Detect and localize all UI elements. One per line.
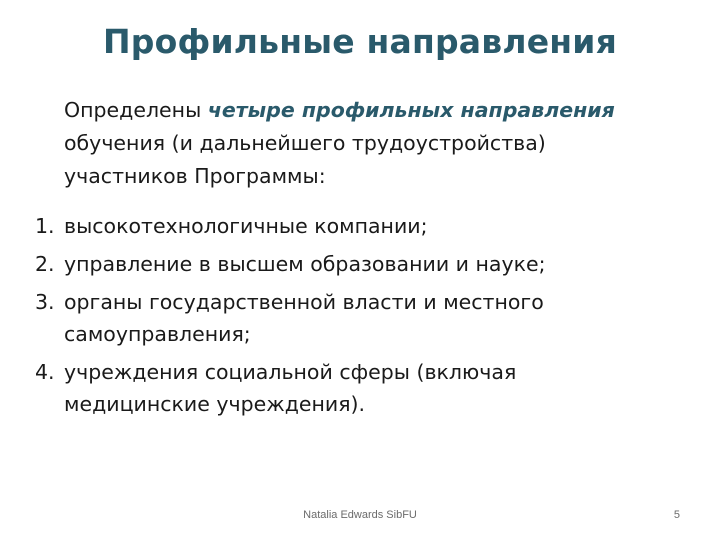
list-item-number: 2. — [35, 252, 55, 276]
directions-list — [0, 210, 720, 426]
slide-title: Профильные направления — [102, 22, 618, 61]
list-item-text: органы государственной власти и местного самоуправления; — [64, 290, 544, 346]
intro-text-after: обучения (и дальнейшего трудоустройства) участников Программы: — [64, 131, 546, 188]
list-item-number: 4. — [35, 360, 55, 384]
intro-text-before: Определены — [64, 98, 208, 122]
list-item-number: 3. — [35, 290, 55, 314]
list-item-text: учреждения социальной сферы (включая медицинские учреждения). — [64, 360, 517, 416]
list-item-text: высокотехнологичные компании; — [64, 214, 428, 238]
list-item — [0, 248, 720, 280]
intro-emphasis: четыре профильных направления — [207, 98, 615, 122]
list-item — [0, 356, 720, 420]
footer-credit: Natalia Edwards SibFU — [303, 509, 417, 521]
intro-paragraph — [64, 94, 664, 193]
list-item-number: 1. — [35, 214, 55, 238]
page-number: 5 — [673, 509, 680, 521]
list-item — [0, 210, 720, 242]
list-item-text: управление в высшем образовании и науке; — [64, 252, 546, 276]
list-item — [0, 286, 720, 350]
